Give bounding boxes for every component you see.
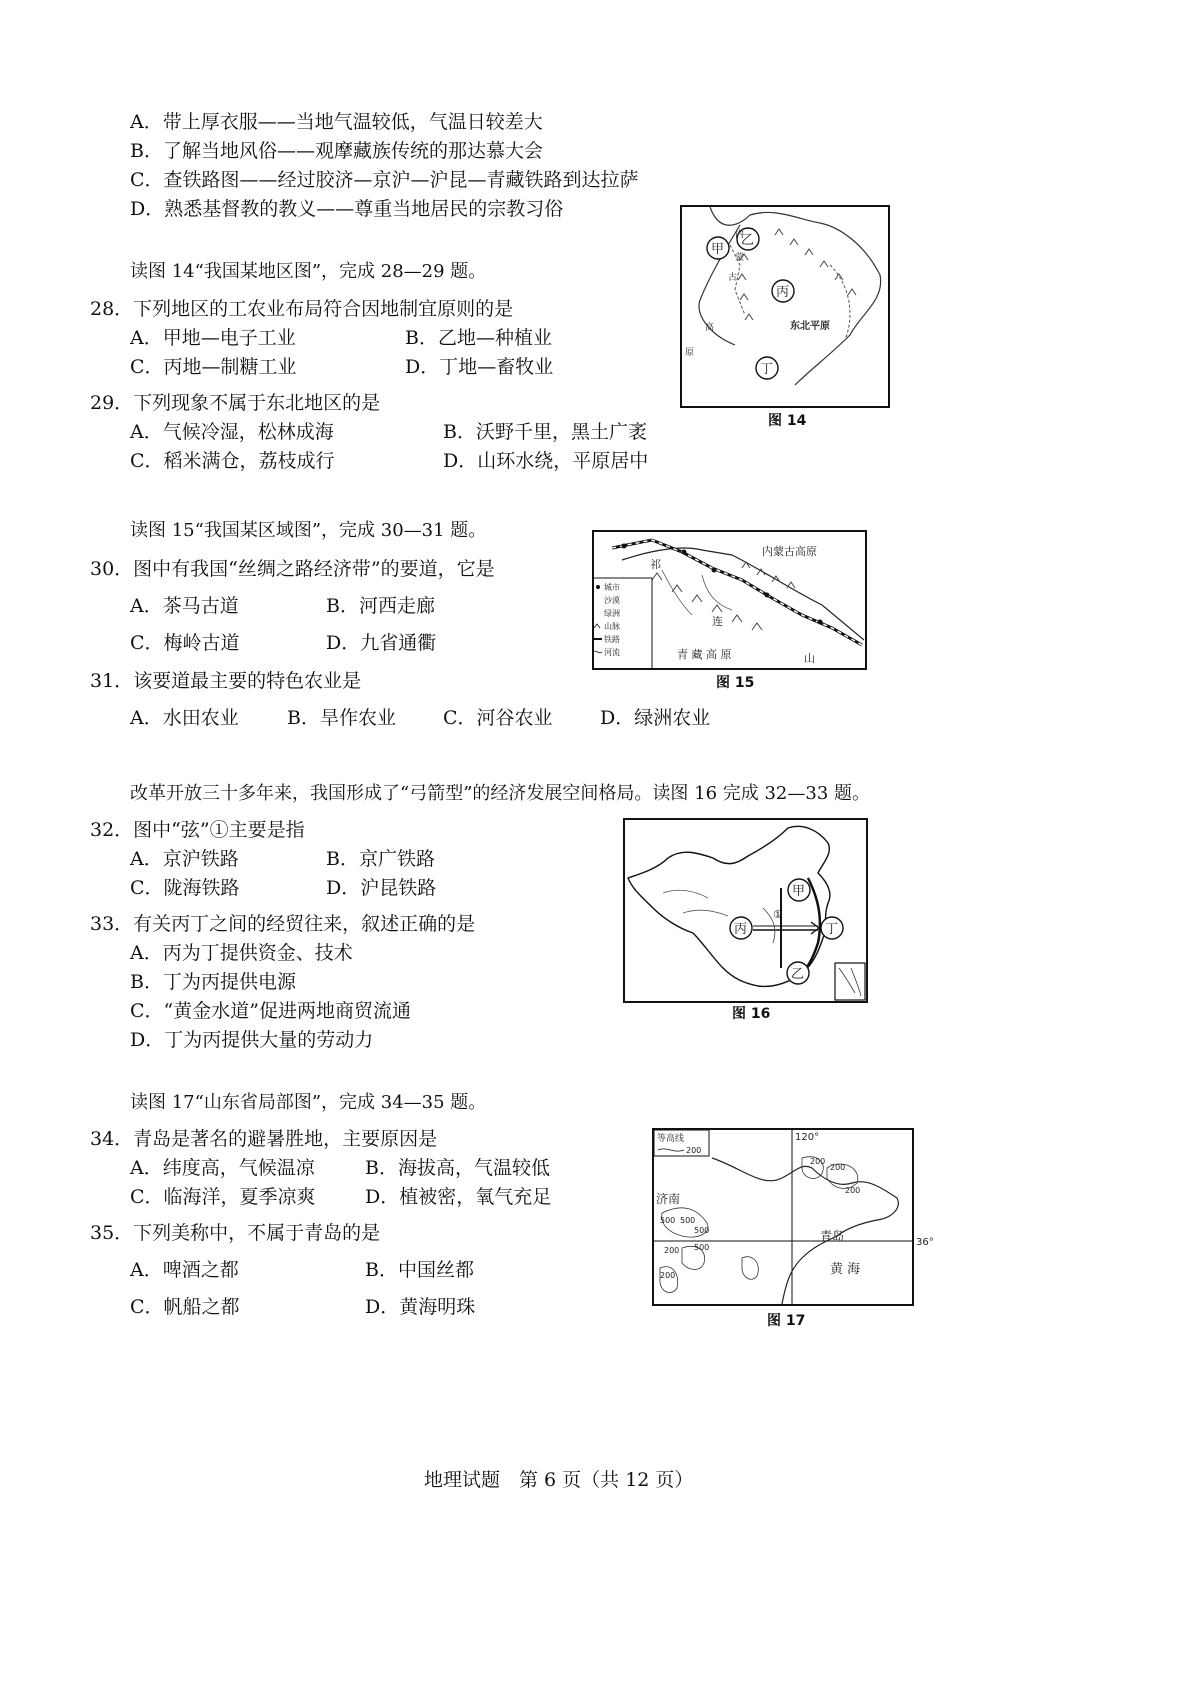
figure-15-caption: 图 15 [716, 675, 755, 691]
fig17-label-lat: 36° [916, 1237, 934, 1248]
q29-option-b: B．沃野千里，黑土广袤 [443, 421, 647, 443]
fig17-label-sea: 黄 海 [830, 1262, 861, 1277]
q33-option-c: C．“黄金水道”促进两地商贸流通 [130, 1000, 411, 1022]
contour-200-3: 200 [845, 1186, 861, 1195]
q35-stem: 35．下列美称中，不属于青岛的是 [90, 1222, 381, 1244]
figure-16-map [623, 818, 868, 1003]
intro-fig17: 读图 17“山东省局部图”，完成 34—35 题。 [130, 1092, 487, 1113]
q35-option-c: C．帆船之都 [130, 1296, 240, 1318]
fig15-label-qz: 青 藏 高 原 [677, 648, 732, 661]
fig16-label-one: ① [773, 908, 783, 921]
q32-option-d: D．沪昆铁路 [326, 877, 437, 899]
q35-option-a: A．啤酒之都 [130, 1259, 239, 1281]
fig14-label-nei: 内 [735, 230, 745, 240]
legend-city: 城市 [604, 583, 620, 592]
q33-option-a: A．丙为丁提供资金、技术 [130, 942, 353, 964]
q28-stem: 28．下列地区的工农业布局符合因地制宜原则的是 [90, 298, 514, 320]
q27-option-c: C．查铁路图——经过胶济—京沪—沪昆—青藏铁路到达拉萨 [130, 169, 639, 191]
q29-stem: 29．下列现象不属于东北地区的是 [90, 392, 381, 414]
q31-option-b: B．旱作农业 [287, 707, 396, 729]
q34-option-c: C．临海洋，夏季凉爽 [130, 1186, 316, 1208]
fig16-label-yi: 乙 [791, 967, 805, 982]
legend-oasis: 绿洲 [604, 609, 620, 618]
fig16-label-bing: 丙 [734, 922, 748, 937]
contour-500-1: 500 [660, 1216, 676, 1225]
fig14-label-gao: 高 [705, 323, 715, 333]
contour-200-1: 200 [810, 1157, 826, 1166]
fig17-label-jinan: 济南 [656, 1192, 681, 1206]
figure-14-map [680, 205, 890, 408]
legend-mountain: 山脉 [604, 622, 620, 631]
q35-option-d: D．黄海明珠 [365, 1296, 476, 1318]
q31-stem: 31．该要道最主要的特色农业是 [90, 670, 362, 692]
q32-option-c: C．陇海铁路 [130, 877, 240, 899]
contour-200-4: 200 [664, 1246, 680, 1255]
q34-stem: 34．青岛是著名的避暑胜地，主要原因是 [90, 1128, 438, 1150]
fig15-label-lian: 连 [712, 615, 723, 628]
q30-stem: 30．图中有我国“丝绸之路经济带”的要道，它是 [90, 558, 495, 580]
legend-river: 河流 [604, 648, 620, 657]
fig14-label-yuan: 原 [685, 348, 695, 358]
q29-option-c: C．稻米满仓，荔枝成行 [130, 450, 335, 472]
contour-500-4: 500 [694, 1243, 710, 1252]
q34-option-b: B．海拔高，气温较低 [365, 1157, 550, 1179]
intro-fig16: 改革开放三十多年来，我国形成了“弓箭型”的经济发展空间格局。读图 16 完成 32—33 题。 [130, 783, 871, 804]
intro-fig14: 读图 14“我国某地区图”，完成 28—29 题。 [130, 261, 487, 282]
figure-14-caption: 图 14 [768, 413, 807, 429]
contour-200-2: 200 [830, 1163, 846, 1172]
q34-option-d: D．植被密，氧气充足 [365, 1186, 552, 1208]
legend-desert: 沙漠 [604, 596, 620, 605]
q31-option-d: D．绿洲农业 [600, 707, 711, 729]
contour-500-2: 500 [680, 1216, 696, 1225]
q32-option-a: A．京沪铁路 [130, 848, 239, 870]
fig14-label-meng: 蒙 [735, 253, 745, 263]
fig14-label-jia: 甲 [711, 242, 725, 257]
q31-option-a: A．水田农业 [130, 707, 239, 729]
page-footer: 地理试题 第 6 页（共 12 页） [424, 1469, 694, 1491]
fig17-legend-value: 200 [686, 1146, 702, 1155]
q30-option-d: D．九省通衢 [326, 632, 437, 654]
fig17-label-lon: 120° [795, 1132, 820, 1143]
figure-16-caption: 图 16 [732, 1006, 771, 1022]
fig14-label-gu: 古 [728, 273, 738, 283]
fig17-legend-title: 等高线 [657, 1134, 685, 1144]
q30-option-b: B．河西走廊 [326, 595, 435, 617]
q27-option-d: D．熟悉基督教的教义——尊重当地居民的宗教习俗 [130, 198, 564, 220]
q35-option-b: B．中国丝都 [365, 1259, 474, 1281]
intro-fig15: 读图 15“我国某区域图”，完成 30—31 题。 [130, 520, 487, 541]
fig15-label-shan: 山 [804, 652, 815, 665]
q27-option-a: A．带上厚衣服——当地气温较低，气温日较差大 [130, 111, 543, 133]
legend-railway: 铁路 [604, 635, 620, 644]
fig14-label-yi: 乙 [741, 233, 755, 248]
q33-option-b: B．丁为丙提供电源 [130, 971, 296, 993]
fig15-label-nmg: 内蒙古高原 [762, 545, 817, 558]
q32-option-b: B．京广铁路 [326, 848, 435, 870]
q29-option-d: D．山环水绕，平原居中 [443, 450, 649, 472]
fig14-label-bing: 丙 [776, 285, 790, 300]
fig16-label-ding: 丁 [825, 922, 839, 937]
q31-option-c: C．河谷农业 [443, 707, 553, 729]
fig15-label-qi: 祁 [650, 558, 661, 571]
q30-option-a: A．茶马古道 [130, 595, 239, 617]
figure-17-map [652, 1128, 934, 1306]
figure-17-caption: 图 17 [767, 1313, 806, 1329]
q33-stem: 33．有关丙丁之间的经贸往来，叙述正确的是 [90, 913, 476, 935]
fig14-label-ding: 丁 [760, 362, 774, 377]
q28-option-d: D．丁地—畜牧业 [405, 356, 554, 378]
contour-200-5: 200 [660, 1271, 676, 1280]
q28-option-b: B．乙地—种植业 [405, 327, 552, 349]
q28-option-a: A．甲地—电子工业 [130, 327, 296, 349]
q34-option-a: A．纬度高，气候温凉 [130, 1157, 315, 1179]
q27-option-b: B．了解当地风俗——观摩藏族传统的那达慕大会 [130, 140, 543, 162]
q33-option-d: D．丁为丙提供大量的劳动力 [130, 1029, 374, 1051]
q28-option-c: C．丙地—制糖工业 [130, 356, 297, 378]
q32-stem: 32．图中“弦”①主要是指 [90, 819, 305, 841]
fig14-label-plain: 东北平原 [790, 321, 830, 332]
figure-15-map [592, 530, 867, 670]
contour-500-3: 500 [694, 1226, 710, 1235]
q30-option-c: C．梅岭古道 [130, 632, 240, 654]
fig16-label-jia: 甲 [792, 884, 806, 899]
fig17-label-qingdao: 青岛 [820, 1229, 845, 1243]
q29-option-a: A．气候冷湿，松林成海 [130, 421, 334, 443]
